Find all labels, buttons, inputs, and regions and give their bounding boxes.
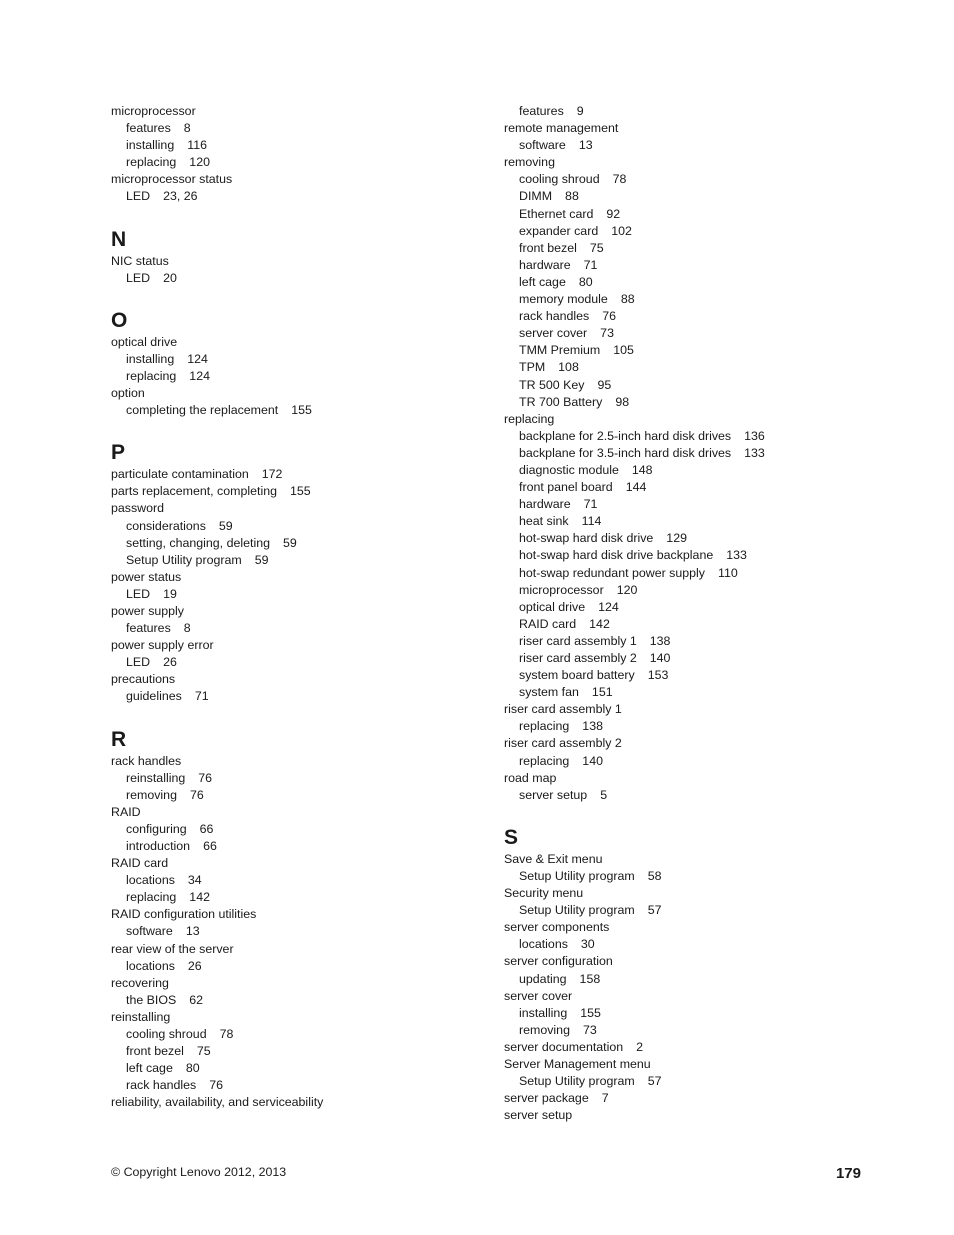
index-term: removing (126, 787, 177, 802)
index-term: considerations (126, 518, 206, 533)
page-reference: 34 (187, 873, 202, 888)
index-subentry (504, 445, 884, 462)
section-letter: R (111, 727, 127, 751)
index-term: optical drive (519, 599, 586, 614)
index-term: system fan (519, 685, 579, 700)
index-entry (504, 885, 884, 902)
page-reference: 124 (189, 368, 210, 383)
page-reference: 158 (579, 971, 601, 986)
page-reference: 66 (199, 821, 214, 836)
index-term: left cage (519, 274, 566, 289)
index-entry (111, 334, 491, 351)
index-subentry (504, 188, 884, 205)
index-subentry (504, 1005, 884, 1022)
index-subentry (504, 428, 884, 445)
index-term: replacing (519, 719, 570, 734)
index-subentry (111, 770, 491, 787)
index-term: reinstalling (111, 1009, 171, 1024)
index-subentry (111, 620, 491, 637)
index-subentry (111, 120, 491, 137)
index-entry (504, 411, 884, 428)
index-subentry (111, 688, 491, 705)
page-reference: 133 (726, 548, 747, 563)
page-reference: 142 (589, 616, 610, 631)
index-subentry (504, 650, 884, 667)
page-reference: 80 (185, 1061, 200, 1076)
index-subentry (504, 274, 884, 291)
index-term: backplane for 2.5-inch hard disk drives (519, 428, 732, 443)
index-term: RAID configuration utilities (111, 907, 257, 922)
page-reference: 133 (744, 445, 765, 460)
index-term: installing (126, 351, 175, 366)
page-reference: 59 (254, 552, 269, 567)
index-subentry (111, 1077, 491, 1094)
index-entry (111, 500, 491, 517)
index-subentry (504, 496, 884, 513)
index-term: reliability, availability, and serviceability (111, 1095, 324, 1110)
index-subentry (504, 240, 884, 257)
index-entry (504, 735, 884, 752)
index-term: cooling shroud (126, 1027, 207, 1042)
page-reference: 148 (631, 462, 653, 477)
index-term: LED (126, 655, 151, 670)
index-entry (111, 671, 491, 688)
index-entry (111, 483, 491, 500)
page-reference: 78 (612, 172, 627, 187)
index-term: recovering (111, 975, 169, 990)
page-reference: 59 (282, 535, 297, 550)
index-term: rear view of the server (111, 941, 234, 956)
index-term: hot-swap hard disk drive backplane (519, 548, 714, 563)
index-subentry (504, 787, 884, 804)
section-letter: P (111, 441, 126, 465)
page-reference: 71 (194, 689, 209, 704)
index-term: the BIOS (126, 992, 177, 1007)
index-subentry (504, 291, 884, 308)
index-term: memory module (519, 292, 608, 307)
page-reference: 26 (163, 655, 177, 670)
index-subentry (504, 616, 884, 633)
index-subentry (111, 154, 491, 171)
section-letter: S (504, 825, 519, 849)
index-term: heat sink (519, 514, 569, 529)
index-subentry (504, 325, 884, 342)
index-term: LED (126, 189, 151, 204)
index-term: microprocessor (111, 104, 196, 118)
index-entry (504, 1039, 884, 1056)
index-term: features (126, 621, 171, 636)
index-term: replacing (519, 753, 570, 768)
index-term: locations (126, 873, 175, 888)
index-subentry (111, 654, 491, 671)
index-term: server documentation (504, 1039, 624, 1054)
index-term: particulate contamination (111, 467, 249, 482)
index-entry (111, 637, 491, 654)
page-reference: 151 (591, 685, 613, 700)
page-reference: 7 (601, 1091, 609, 1106)
index-term: Setup Utility program (519, 903, 635, 918)
page-reference: 153 (647, 668, 669, 683)
index-entry (504, 919, 884, 936)
page-reference: 140 (582, 753, 603, 768)
copyright-notice: © Copyright Lenovo 2012, 2013 (111, 1165, 287, 1179)
index-subentry (504, 902, 884, 919)
page-number: 179 (835, 1165, 861, 1182)
index-term: installing (126, 138, 175, 153)
index-subentry (111, 923, 491, 940)
index-subentry (111, 992, 491, 1009)
index-entry (111, 603, 491, 620)
index-term: hardware (519, 257, 571, 272)
page-reference: 140 (649, 651, 671, 665)
page-reference: 142 (189, 890, 210, 905)
index-term: remote management (504, 121, 619, 136)
index-term: software (126, 924, 173, 939)
index-term: front bezel (519, 240, 577, 255)
index-term: introduction (126, 839, 191, 853)
page-reference: 13 (185, 924, 200, 939)
index-entry (111, 1009, 491, 1026)
page-reference: 108 (558, 360, 579, 375)
index-subentry (504, 257, 884, 274)
index-subentry (111, 586, 491, 603)
index-term: left cage (126, 1061, 173, 1076)
index-term: cooling shroud (519, 172, 600, 187)
page-reference: 155 (580, 1005, 601, 1020)
index-term: system board battery (519, 668, 635, 683)
index-term: power supply error (111, 638, 214, 653)
index-term: updating (519, 971, 567, 986)
index-term: removing (504, 155, 555, 170)
index-subentry (111, 821, 491, 838)
index-subentry (111, 872, 491, 889)
index-term: RAID (111, 804, 141, 819)
index-subentry (504, 513, 884, 530)
index-term: TR 700 Battery (519, 394, 603, 409)
index-subentry (504, 530, 884, 547)
index-term: front panel board (519, 480, 613, 495)
index-subentry (111, 535, 491, 552)
index-term: rack handles (126, 1078, 197, 1093)
page-reference: 129 (666, 531, 687, 546)
index-subentry (504, 582, 884, 599)
index-term: expander card (519, 223, 599, 238)
index-term: riser card assembly 2 (519, 651, 637, 665)
index-subentry (111, 188, 491, 205)
index-term: replacing (126, 368, 177, 383)
index-subentry (504, 936, 884, 953)
page-reference: 78 (219, 1027, 234, 1042)
index-subentry (504, 718, 884, 735)
index-entry (504, 988, 884, 1005)
page-reference: 19 (163, 586, 177, 601)
index-subentry (111, 1043, 491, 1060)
index-term: locations (519, 937, 568, 952)
index-subentry (504, 206, 884, 223)
page-reference: 80 (578, 274, 593, 289)
index-subentry (504, 359, 884, 376)
index-term: server cover (504, 988, 573, 1003)
page-reference: 124 (187, 351, 208, 366)
index-term: hot-swap hard disk drive (519, 531, 654, 546)
page-reference: 76 (198, 770, 213, 785)
index-entry (111, 804, 491, 821)
index-term: DIMM (519, 189, 553, 204)
index-subentry (111, 552, 491, 569)
index-subentry (504, 171, 884, 188)
index-subentry (504, 633, 884, 650)
index-term: software (519, 138, 566, 153)
index-term: configuring (126, 821, 187, 836)
index-entry (111, 906, 491, 923)
index-entry (111, 569, 491, 586)
index-term: TMM Premium (519, 343, 601, 358)
page-reference: 88 (620, 292, 635, 307)
index-entry (111, 171, 491, 188)
page-reference: 71 (583, 497, 598, 512)
index-subentry (111, 1060, 491, 1077)
index-subentry (111, 368, 491, 385)
page-reference: 92 (606, 206, 621, 221)
index-entry (504, 770, 884, 787)
index-subentry (504, 377, 884, 394)
page-reference: 5 (600, 787, 608, 802)
section-letter: O (111, 308, 128, 332)
index-entry (504, 154, 884, 171)
index-term: microprocessor status (111, 172, 233, 187)
index-subentry (504, 684, 884, 701)
page-reference: 155 (289, 484, 311, 499)
page-reference: 155 (291, 403, 312, 418)
page-reference: 13 (578, 138, 593, 153)
index-term: TPM (519, 360, 546, 375)
index-column-right (504, 103, 884, 1124)
index-subentry (504, 667, 884, 684)
index-term: Save & Exit menu (504, 851, 603, 866)
index-term: diagnostic module (519, 462, 619, 477)
index-term: rack handles (519, 309, 590, 324)
page-reference: 73 (582, 1022, 597, 1037)
page-reference: 75 (196, 1044, 211, 1059)
page-reference: 66 (203, 839, 217, 853)
page-reference: 62 (189, 992, 204, 1007)
index-term: optical drive (111, 334, 178, 349)
index-entry (504, 953, 884, 970)
page-reference: 172 (261, 467, 283, 482)
index-term: reinstalling (126, 770, 186, 785)
index-term: RAID card (111, 856, 169, 871)
index-subentry (111, 889, 491, 906)
page-reference: 76 (602, 309, 617, 324)
index-entry (504, 851, 884, 868)
page-reference: 23, 26 (163, 189, 198, 204)
index-term: replacing (126, 890, 177, 905)
page-reference: 138 (649, 633, 671, 648)
index-term: guidelines (126, 689, 182, 704)
section-letter: N (111, 227, 127, 251)
page-reference: 138 (582, 719, 603, 734)
index-subentry (504, 547, 884, 564)
index-subentry (504, 753, 884, 770)
index-term: TR 500 Key (519, 377, 585, 392)
index-term: power supply (111, 603, 185, 618)
index-term: hardware (519, 497, 571, 512)
index-term: riser card assembly 1 (504, 702, 622, 717)
page-reference: 57 (647, 903, 662, 918)
index-term: server components (504, 920, 610, 935)
index-entry (111, 385, 491, 402)
index-term: precautions (111, 672, 176, 687)
page-reference: 102 (611, 223, 632, 238)
page-reference: 105 (613, 343, 634, 358)
index-term: option (111, 386, 145, 401)
index-subentry (504, 479, 884, 496)
page-reference: 8 (183, 121, 191, 136)
index-entry (504, 120, 884, 137)
index-entry (111, 1094, 491, 1111)
index-term: microprocessor (519, 582, 604, 597)
index-subentry (111, 137, 491, 154)
index-subentry (504, 599, 884, 616)
index-subentry (111, 787, 491, 804)
index-column-left (111, 103, 491, 1112)
index-term: RAID card (519, 616, 577, 631)
page-reference: 75 (589, 240, 604, 255)
index-term: features (126, 121, 171, 136)
index-entry (111, 253, 491, 270)
index-subentry (504, 394, 884, 411)
index-entry (111, 103, 491, 120)
index-term: rack handles (111, 753, 182, 768)
page-reference: 57 (647, 1074, 662, 1089)
index-term: road map (504, 770, 557, 785)
index-subentry (111, 351, 491, 368)
index-subentry (111, 1026, 491, 1043)
index-entry (504, 1107, 884, 1124)
page-reference: 26 (187, 958, 202, 973)
index-entry (504, 701, 884, 718)
page-reference: 124 (598, 599, 619, 614)
index-entry (111, 941, 491, 958)
page-reference: 71 (583, 257, 598, 272)
index-entry (504, 1090, 884, 1107)
page-reference: 2 (636, 1039, 644, 1054)
page-reference: 114 (581, 514, 602, 529)
index-term: server cover (519, 326, 588, 341)
index-subentry (504, 1073, 884, 1090)
index-subentry (111, 958, 491, 975)
page-reference: 95 (597, 377, 612, 392)
index-term: backplane for 3.5-inch hard disk drives (519, 445, 732, 460)
index-subentry (504, 462, 884, 479)
index-subentry (504, 1022, 884, 1039)
page-reference: 136 (744, 428, 765, 443)
index-entry (504, 1056, 884, 1073)
index-subentry (504, 971, 884, 988)
index-term: front bezel (126, 1044, 184, 1059)
index-term: parts replacement, completing (111, 484, 277, 499)
index-term: features (519, 104, 564, 118)
index-term: server configuration (504, 954, 613, 969)
index-entry (111, 855, 491, 872)
index-term: power status (111, 569, 182, 584)
index-subentry (111, 402, 491, 419)
index-subentry (504, 868, 884, 885)
index-term: Ethernet card (519, 206, 594, 221)
index-subentry (504, 103, 884, 120)
index-term: completing the replacement (126, 403, 279, 418)
index-entry (111, 975, 491, 992)
page-reference: 76 (209, 1078, 224, 1093)
page-reference: 110 (717, 565, 738, 580)
index-term: Setup Utility program (519, 1074, 635, 1089)
index-term: server setup (519, 787, 588, 802)
index-term: password (111, 501, 165, 516)
index-term: removing (519, 1022, 570, 1037)
index-entry (111, 466, 491, 483)
index-term: replacing (126, 155, 177, 170)
index-subentry (504, 137, 884, 154)
page-reference: 98 (615, 394, 630, 409)
index-term: LED (126, 270, 151, 285)
index-subentry (504, 565, 884, 582)
page-reference: 59 (218, 518, 233, 533)
page-reference: 30 (580, 937, 595, 952)
index-term: server package (504, 1091, 589, 1106)
page-reference: 20 (163, 270, 177, 285)
index-term: Setup Utility program (519, 868, 635, 883)
index-term: riser card assembly 2 (504, 736, 622, 751)
page-reference: 8 (183, 621, 191, 636)
index-subentry (504, 342, 884, 359)
index-term: server setup (504, 1108, 573, 1123)
index-term: installing (519, 1005, 568, 1020)
index-subentry (111, 518, 491, 535)
page-reference: 76 (189, 787, 204, 802)
page-reference: 120 (189, 155, 210, 170)
index-term: Server Management menu (504, 1056, 651, 1071)
index-term: Security menu (504, 886, 584, 901)
index-term: replacing (504, 411, 555, 426)
page-reference: 116 (187, 138, 207, 153)
index-subentry (111, 270, 491, 287)
index-term: LED (126, 586, 151, 601)
index-subentry (504, 308, 884, 325)
index-term: setting, changing, deleting (126, 535, 270, 550)
index-term: riser card assembly 1 (519, 633, 637, 648)
index-entry (111, 753, 491, 770)
index-term: Setup Utility program (126, 552, 242, 567)
index-term: locations (126, 958, 175, 973)
page-reference: 144 (625, 480, 647, 495)
page-reference: 9 (576, 104, 584, 118)
page-reference: 58 (647, 868, 662, 883)
index-term: hot-swap redundant power supply (519, 565, 705, 580)
page-reference: 120 (616, 582, 638, 597)
page-reference: 73 (600, 326, 614, 341)
page-reference: 88 (565, 189, 579, 204)
index-term: NIC status (111, 253, 169, 268)
index-subentry (504, 223, 884, 240)
index-subentry (111, 838, 491, 855)
